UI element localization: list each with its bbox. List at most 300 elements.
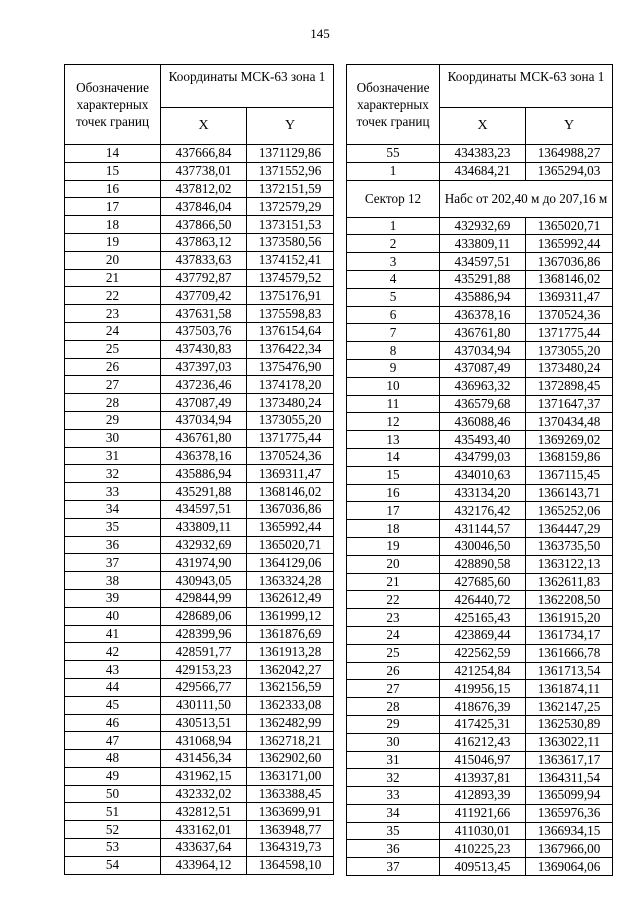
table-row [347, 413, 613, 431]
point-cell: 22 [347, 591, 440, 609]
table-row [65, 643, 334, 661]
point-cell: 29 [347, 715, 440, 733]
y-cell: 1365992,44 [526, 235, 613, 253]
y-column-header: Y [526, 108, 613, 145]
table-row [347, 377, 613, 395]
table-row [347, 359, 613, 377]
x-cell: 422562,59 [440, 644, 526, 662]
x-cell: 433964,12 [161, 856, 247, 874]
y-cell: 1362530,89 [526, 715, 613, 733]
table-row [347, 804, 613, 822]
x-cell: 434799,03 [440, 448, 526, 466]
table-row [65, 856, 334, 874]
y-cell: 1364319,73 [247, 839, 334, 857]
table-row [347, 715, 613, 733]
y-cell: 1365020,71 [247, 536, 334, 554]
x-cell: 437866,50 [161, 216, 247, 234]
x-cell: 432932,69 [440, 217, 526, 235]
point-cell: 22 [65, 287, 161, 305]
table-row [65, 821, 334, 839]
table-row [65, 589, 334, 607]
y-cell: 1362482,99 [247, 714, 334, 732]
point-cell: 51 [65, 803, 161, 821]
point-cell: 13 [347, 431, 440, 449]
x-cell: 437738,01 [161, 162, 247, 180]
table-row [65, 767, 334, 785]
point-cell: 17 [347, 502, 440, 520]
point-cell: 53 [65, 839, 161, 857]
page-number: 145 [310, 26, 330, 41]
table-row [347, 253, 613, 271]
y-cell: 1370524,36 [526, 306, 613, 324]
point-cell: 45 [65, 696, 161, 714]
y-cell: 1361915,20 [526, 609, 613, 627]
point-cell: 37 [347, 858, 440, 876]
table-row [347, 680, 613, 698]
point-cell: 33 [347, 787, 440, 805]
point-cell: 16 [347, 484, 440, 502]
x-cell: 433162,01 [161, 821, 247, 839]
table-row [65, 145, 334, 163]
point-cell: 36 [347, 840, 440, 858]
x-cell: 436088,46 [440, 413, 526, 431]
table-row [347, 520, 613, 538]
y-cell: 1371647,37 [526, 395, 613, 413]
y-cell: 1371775,44 [526, 324, 613, 342]
point-cell: 24 [347, 626, 440, 644]
point-cell: 24 [65, 322, 161, 340]
table-row [347, 858, 613, 876]
x-cell: 430111,50 [161, 696, 247, 714]
y-cell: 1364447,29 [526, 520, 613, 538]
x-cell: 437709,42 [161, 287, 247, 305]
x-cell: 434597,51 [440, 253, 526, 271]
table-row [65, 500, 334, 518]
x-cell: 436761,80 [161, 429, 247, 447]
table-row [65, 625, 334, 643]
point-cell: 3 [347, 253, 440, 271]
y-cell: 1376154,64 [247, 322, 334, 340]
table-row [65, 696, 334, 714]
x-cell: 432812,51 [161, 803, 247, 821]
point-cell: 19 [65, 233, 161, 251]
table-row [65, 411, 334, 429]
x-cell: 431068,94 [161, 732, 247, 750]
left-coordinates-table [64, 64, 334, 875]
right-coordinates-table [346, 64, 613, 876]
table-row [65, 518, 334, 536]
y-cell: 1373055,20 [247, 411, 334, 429]
y-cell: 1372898,45 [526, 377, 613, 395]
point-cell: 21 [65, 269, 161, 287]
y-cell: 1371129,86 [247, 145, 334, 163]
table-row [347, 324, 613, 342]
table-row [65, 536, 334, 554]
x-cell: 433809,11 [440, 235, 526, 253]
y-cell: 1363324,28 [247, 572, 334, 590]
table-row [65, 678, 334, 696]
y-cell: 1369311,47 [247, 465, 334, 483]
table-row [65, 554, 334, 572]
table-row [65, 216, 334, 234]
x-cell: 433637,64 [161, 839, 247, 857]
y-cell: 1361666,78 [526, 644, 613, 662]
point-cell: 36 [65, 536, 161, 554]
y-cell: 1367966,00 [526, 840, 613, 858]
table-row [347, 306, 613, 324]
point-cell: 55 [347, 145, 440, 163]
table-row [347, 235, 613, 253]
point-cell: 28 [347, 698, 440, 716]
x-cell: 437863,12 [161, 233, 247, 251]
point-cell: 34 [347, 804, 440, 822]
y-cell: 1363388,45 [247, 785, 334, 803]
x-cell: 433134,20 [440, 484, 526, 502]
x-cell: 430513,51 [161, 714, 247, 732]
point-column-header: Обозначение характерных точек границ [65, 65, 161, 145]
table-row [65, 429, 334, 447]
x-cell: 435493,40 [440, 431, 526, 449]
x-cell: 437631,58 [161, 305, 247, 323]
point-cell: 49 [65, 767, 161, 785]
y-cell: 1374178,20 [247, 376, 334, 394]
y-cell: 1364129,06 [247, 554, 334, 572]
table-row [65, 607, 334, 625]
point-cell: 47 [65, 732, 161, 750]
point-cell: 41 [65, 625, 161, 643]
y-cell: 1362208,50 [526, 591, 613, 609]
x-cell: 437034,94 [161, 411, 247, 429]
point-cell: 19 [347, 537, 440, 555]
table-row [65, 714, 334, 732]
y-cell: 1363122,13 [526, 555, 613, 573]
table-row [65, 839, 334, 857]
point-cell: 16 [65, 180, 161, 198]
sector-height-note: Набс от 202,40 м до 207,16 м [440, 180, 613, 217]
y-cell: 1370434,48 [526, 413, 613, 431]
table-row [347, 217, 613, 235]
x-cell: 431144,57 [440, 520, 526, 538]
table-row [347, 822, 613, 840]
y-cell: 1364598,10 [247, 856, 334, 874]
y-cell: 1373580,56 [247, 233, 334, 251]
x-cell: 431962,15 [161, 767, 247, 785]
x-cell: 430943,05 [161, 572, 247, 590]
y-cell: 1375176,91 [247, 287, 334, 305]
y-cell: 1365020,71 [526, 217, 613, 235]
y-cell: 1361876,69 [247, 625, 334, 643]
point-cell: 46 [65, 714, 161, 732]
y-cell: 1374152,41 [247, 251, 334, 269]
table-row [65, 287, 334, 305]
point-cell: 34 [65, 500, 161, 518]
x-cell: 410225,23 [440, 840, 526, 858]
x-cell: 416212,43 [440, 733, 526, 751]
y-cell: 1362718,21 [247, 732, 334, 750]
y-cell: 1371552,96 [247, 162, 334, 180]
y-cell: 1363617,17 [526, 751, 613, 769]
table-row [65, 322, 334, 340]
table-row [347, 591, 613, 609]
point-cell: 43 [65, 661, 161, 679]
table-row [65, 465, 334, 483]
x-cell: 417425,31 [440, 715, 526, 733]
y-cell: 1363171,00 [247, 767, 334, 785]
point-cell: 23 [65, 305, 161, 323]
point-cell: 40 [65, 607, 161, 625]
x-column-header: X [440, 108, 526, 145]
y-cell: 1369064,06 [526, 858, 613, 876]
y-cell: 1373151,53 [247, 216, 334, 234]
point-cell: 32 [65, 465, 161, 483]
point-cell: 32 [347, 769, 440, 787]
point-cell: 2 [347, 235, 440, 253]
point-cell: 31 [347, 751, 440, 769]
y-cell: 1373055,20 [526, 342, 613, 360]
y-cell: 1375598,83 [247, 305, 334, 323]
point-cell: 10 [347, 377, 440, 395]
table-row [65, 251, 334, 269]
point-cell: 18 [65, 216, 161, 234]
x-cell: 437503,76 [161, 322, 247, 340]
x-cell: 431456,34 [161, 750, 247, 768]
table-row [347, 698, 613, 716]
y-cell: 1371775,44 [247, 429, 334, 447]
point-cell: 6 [347, 306, 440, 324]
sector-row [347, 180, 613, 217]
point-cell: 33 [65, 483, 161, 501]
x-cell: 437846,04 [161, 198, 247, 216]
table-row [347, 769, 613, 787]
table-row [65, 180, 334, 198]
point-cell: 17 [65, 198, 161, 216]
y-cell: 1362042,27 [247, 661, 334, 679]
x-cell: 434383,23 [440, 145, 526, 163]
table-row [347, 448, 613, 466]
point-cell: 27 [65, 376, 161, 394]
point-cell: 27 [347, 680, 440, 698]
x-cell: 437087,49 [440, 359, 526, 377]
y-cell: 1363948,77 [247, 821, 334, 839]
table-row [347, 573, 613, 591]
y-cell: 1362333,08 [247, 696, 334, 714]
point-cell: 1 [347, 217, 440, 235]
point-cell: 28 [65, 394, 161, 412]
x-cell: 428890,58 [440, 555, 526, 573]
y-cell: 1367036,86 [247, 500, 334, 518]
y-cell: 1361913,28 [247, 643, 334, 661]
y-cell: 1375476,90 [247, 358, 334, 376]
point-cell: 39 [65, 589, 161, 607]
table-row [347, 162, 613, 180]
x-cell: 436761,80 [440, 324, 526, 342]
x-cell: 434684,21 [440, 162, 526, 180]
sector-label: Сектор 12 [347, 180, 440, 217]
y-cell: 1368146,02 [247, 483, 334, 501]
x-cell: 437236,46 [161, 376, 247, 394]
x-cell: 436579,68 [440, 395, 526, 413]
point-cell: 4 [347, 270, 440, 288]
point-cell: 26 [65, 358, 161, 376]
y-cell: 1372151,59 [247, 180, 334, 198]
x-cell: 415046,97 [440, 751, 526, 769]
point-cell: 11 [347, 395, 440, 413]
table-row [347, 609, 613, 627]
y-cell: 1362611,83 [526, 573, 613, 591]
table-row [65, 269, 334, 287]
x-cell: 432932,69 [161, 536, 247, 554]
table-row [65, 162, 334, 180]
x-cell: 431974,90 [161, 554, 247, 572]
point-cell: 12 [347, 413, 440, 431]
point-cell: 29 [65, 411, 161, 429]
x-cell: 409513,45 [440, 858, 526, 876]
table-row [347, 431, 613, 449]
table-row [347, 484, 613, 502]
y-cell: 1361999,12 [247, 607, 334, 625]
table-row [65, 394, 334, 412]
point-cell: 20 [347, 555, 440, 573]
point-cell: 25 [347, 644, 440, 662]
table-row [65, 358, 334, 376]
table-row [347, 466, 613, 484]
table-row [347, 145, 613, 163]
x-cell: 429844,99 [161, 589, 247, 607]
table-row [347, 537, 613, 555]
point-cell: 30 [347, 733, 440, 751]
x-cell: 435291,88 [440, 270, 526, 288]
x-cell: 437397,03 [161, 358, 247, 376]
y-cell: 1376422,34 [247, 340, 334, 358]
x-cell: 435886,94 [161, 465, 247, 483]
point-cell: 35 [65, 518, 161, 536]
x-cell: 411921,66 [440, 804, 526, 822]
x-cell: 437792,87 [161, 269, 247, 287]
y-cell: 1363735,50 [526, 537, 613, 555]
y-cell: 1365252,06 [526, 502, 613, 520]
y-cell: 1369269,02 [526, 431, 613, 449]
x-cell: 426440,72 [440, 591, 526, 609]
y-cell: 1374579,52 [247, 269, 334, 287]
y-cell: 1363022,11 [526, 733, 613, 751]
x-cell: 436963,32 [440, 377, 526, 395]
x-cell: 419956,15 [440, 680, 526, 698]
x-cell: 435291,88 [161, 483, 247, 501]
table-row [347, 288, 613, 306]
coordinates-group-header: Координаты МСК-63 зона 1 [161, 65, 334, 108]
point-cell: 5 [347, 288, 440, 306]
x-cell: 418676,39 [440, 698, 526, 716]
x-cell: 437087,49 [161, 394, 247, 412]
table-row [347, 342, 613, 360]
table-row [65, 732, 334, 750]
point-cell: 14 [65, 145, 161, 163]
x-cell: 421254,84 [440, 662, 526, 680]
x-cell: 413937,81 [440, 769, 526, 787]
table-row [347, 787, 613, 805]
right-table-body [347, 145, 613, 876]
x-cell: 412893,39 [440, 787, 526, 805]
table-row [347, 662, 613, 680]
y-cell: 1373480,24 [247, 394, 334, 412]
y-cell: 1362612,49 [247, 589, 334, 607]
y-cell: 1368159,86 [526, 448, 613, 466]
table-row [65, 340, 334, 358]
y-cell: 1372579,29 [247, 198, 334, 216]
table-row [65, 803, 334, 821]
point-cell: 9 [347, 359, 440, 377]
point-cell: 1 [347, 162, 440, 180]
point-cell: 18 [347, 520, 440, 538]
table-row [65, 750, 334, 768]
point-cell: 26 [347, 662, 440, 680]
x-cell: 427685,60 [440, 573, 526, 591]
table-row [65, 572, 334, 590]
table-row [347, 270, 613, 288]
y-cell: 1362147,25 [526, 698, 613, 716]
x-cell: 428591,77 [161, 643, 247, 661]
y-cell: 1364988,27 [526, 145, 613, 163]
table-row [65, 198, 334, 216]
table-row [347, 733, 613, 751]
x-cell: 435886,94 [440, 288, 526, 306]
y-cell: 1364311,54 [526, 769, 613, 787]
table-row [65, 376, 334, 394]
y-cell: 1361874,11 [526, 680, 613, 698]
y-cell: 1365976,36 [526, 804, 613, 822]
table-row [347, 395, 613, 413]
y-cell: 1361713,54 [526, 662, 613, 680]
point-cell: 38 [65, 572, 161, 590]
x-cell: 428689,06 [161, 607, 247, 625]
point-cell: 52 [65, 821, 161, 839]
coordinates-group-header: Координаты МСК-63 зона 1 [440, 65, 613, 108]
table-row [65, 305, 334, 323]
x-cell: 429153,23 [161, 661, 247, 679]
x-cell: 411030,01 [440, 822, 526, 840]
x-cell: 434010,63 [440, 466, 526, 484]
x-cell: 428399,96 [161, 625, 247, 643]
y-cell: 1366143,71 [526, 484, 613, 502]
x-cell: 436378,16 [161, 447, 247, 465]
y-cell: 1362156,59 [247, 678, 334, 696]
x-cell: 433809,11 [161, 518, 247, 536]
x-cell: 432332,02 [161, 785, 247, 803]
y-column-header: Y [247, 108, 334, 145]
point-cell: 25 [65, 340, 161, 358]
point-cell: 20 [65, 251, 161, 269]
table-row [65, 233, 334, 251]
point-cell: 44 [65, 678, 161, 696]
table-row [347, 644, 613, 662]
table-row [347, 840, 613, 858]
x-cell: 430046,50 [440, 537, 526, 555]
point-cell: 48 [65, 750, 161, 768]
table-row [347, 502, 613, 520]
table-row [65, 785, 334, 803]
y-cell: 1369311,47 [526, 288, 613, 306]
point-cell: 30 [65, 429, 161, 447]
x-cell: 425165,43 [440, 609, 526, 627]
y-cell: 1370524,36 [247, 447, 334, 465]
left-table-body [65, 145, 334, 875]
y-cell: 1367036,86 [526, 253, 613, 271]
point-cell: 50 [65, 785, 161, 803]
y-cell: 1367115,45 [526, 466, 613, 484]
x-cell: 423869,44 [440, 626, 526, 644]
table-row [65, 447, 334, 465]
point-cell: 35 [347, 822, 440, 840]
